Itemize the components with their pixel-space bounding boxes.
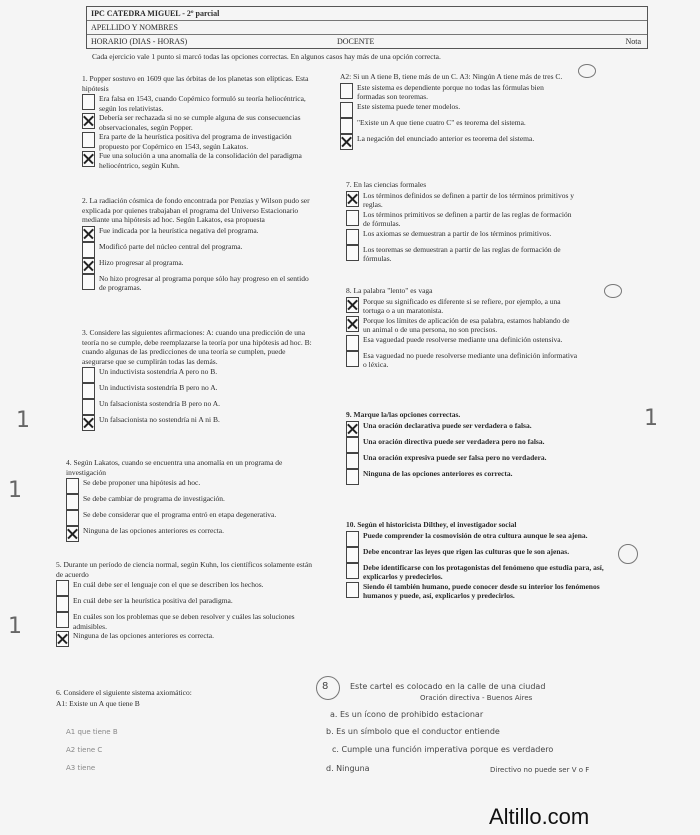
q2-option-2[interactable] <box>82 242 312 258</box>
answer-checkbox[interactable] <box>340 118 353 134</box>
q8-option-1[interactable] <box>346 297 578 316</box>
handwritten-line-4: b. Es un símbolo que el conductor entiende <box>326 727 500 736</box>
q3-option-1[interactable] <box>82 367 312 383</box>
margin-score-3: 1 <box>8 614 22 639</box>
option-text: Ninguna de las opciones anteriores es correcta. <box>83 526 224 535</box>
q1-option-3[interactable] <box>82 132 312 151</box>
question-10 <box>346 520 606 601</box>
answer-checkbox[interactable] <box>82 274 95 290</box>
question-6 <box>56 688 316 708</box>
header-teacher-label: DOCENTE <box>337 37 375 46</box>
q3-stem: 3. Considere las siguientes afirmaciones: A: cuando una predicción de una teoría no se cumple, debe reemplazarse la teoría por una hipótesis ad hoc. B: cuando algunas de las predicciones de una teoría se cumplen, puede asegurarse que se cumplirán todas las demás. <box>82 328 312 366</box>
header-schedule-label: HORARIO (DIAS - HORAS) <box>91 37 188 46</box>
header-row-title <box>87 7 647 21</box>
option-text: Fue una solución a una anomalía de la consolidación del paradigma heliocéntrico, según Kuhn. <box>99 151 302 170</box>
handwritten-line-6: d. Ninguna <box>326 764 370 773</box>
option-text: Hizo progresar al programa. <box>99 257 184 267</box>
answer-checkbox[interactable] <box>82 113 95 129</box>
answer-checkbox[interactable] <box>346 335 359 351</box>
watermark: Altillo.com <box>489 804 590 829</box>
option-text: Este sistema es dependiente porque no todas las fórmulas bien formadas son teoremas. <box>357 82 544 101</box>
option-text: Debe encontrar las leyes que rigen las culturas que le son ajenas. <box>363 546 570 556</box>
answer-checkbox[interactable] <box>82 226 95 242</box>
answer-checkbox[interactable] <box>56 612 69 628</box>
margin-score-1: 1 <box>16 408 30 433</box>
option-text: Se debe considerar que el programa entró en etapa degenerativa. <box>83 510 277 519</box>
header-row-schedule <box>87 35 647 48</box>
q7-option-2[interactable] <box>346 210 576 229</box>
margin-circle-3 <box>618 544 638 564</box>
option-text: No hizo progresar al programa porque sólo hay progreso en el sentido de programas. <box>99 273 309 292</box>
option-text: Se debe proponer una hipótesis ad hoc. <box>83 478 201 487</box>
option-text: Debe identificarse con los protagonistas del fenómeno que estudia para, así, explicarlos y predecirlos. <box>363 562 604 581</box>
option-text: Los términos primitivos se definen a partir de las reglas de formación de fórmulas. <box>363 209 572 228</box>
answer-checkbox[interactable] <box>346 297 359 313</box>
q10-stem: 10. Según el historicista Dilthey, el investigador social <box>346 520 517 529</box>
option-text: Porque los límites de aplicación de esa palabra, estamos hablando de un animal o de una persona, no son precisos. <box>363 315 570 334</box>
option-text: Un inductivista sostendría B pero no A. <box>99 383 218 392</box>
option-text: Puede comprender la cosmovisión de otra cultura aunque le sea ajena. <box>363 530 588 540</box>
answer-checkbox[interactable] <box>346 210 359 226</box>
option-text: Un inductivista sostendría A pero no B. <box>99 367 218 376</box>
q4-option-3[interactable] <box>66 510 306 526</box>
q5-option-2[interactable] <box>56 596 316 612</box>
q9-option-3[interactable] <box>346 453 578 469</box>
question-6-continued <box>340 72 570 150</box>
answer-checkbox[interactable] <box>340 83 353 99</box>
answer-checkbox[interactable] <box>82 367 95 383</box>
answer-checkbox[interactable] <box>66 526 79 542</box>
answer-checkbox[interactable] <box>346 191 359 207</box>
option-text: Una oración expresiva puede ser falsa pero no verdadera. <box>363 452 547 462</box>
question-6-stem: 6. Considere el siguiente sistema axiomático: <box>56 688 192 697</box>
q5-option-4[interactable] <box>56 631 316 647</box>
header-grade-label: Nota <box>625 37 641 46</box>
handwritten-number: 8 <box>322 681 329 692</box>
q7-stem: 7. En las ciencias formales <box>346 180 427 189</box>
q4-option-1[interactable] <box>66 478 306 494</box>
option-text: Siendo él también humano, puede conocer desde su interior los fenómenos humanos y puede, así, explicarlos y predecirlos. <box>363 581 600 600</box>
option-text: Se debe cambiar de programa de investigación. <box>83 494 225 503</box>
answer-checkbox[interactable] <box>346 316 359 332</box>
q6cont-option-3[interactable] <box>340 118 570 134</box>
answer-checkbox[interactable] <box>66 478 79 494</box>
handwritten-line-3: a. Es un ícono de prohibido estacionar <box>330 710 484 719</box>
q5-stem: 5. Durante un período de ciencia normal, según Kuhn, los científicos solamente están de acuerdo <box>56 560 312 579</box>
option-text: Un falsacionista sostendría B pero no A. <box>99 399 221 408</box>
header-row-name <box>87 21 647 35</box>
option-text: La negación del enunciado anterior es teorema del sistema. <box>357 133 535 143</box>
answer-checkbox[interactable] <box>340 102 353 118</box>
q4-option-4[interactable] <box>66 526 306 542</box>
answer-checkbox[interactable] <box>66 494 79 510</box>
option-text: En cuál debe ser la heurística positiva del paradigma. <box>73 596 233 605</box>
question-9 <box>346 410 578 485</box>
answer-checkbox[interactable] <box>56 596 69 612</box>
q10-option-1[interactable] <box>346 531 606 547</box>
answer-checkbox[interactable] <box>82 383 95 399</box>
q1-option-4[interactable] <box>82 151 312 170</box>
q5-option-3[interactable] <box>56 612 316 631</box>
handwritten-scribble-3: A3 tiene <box>66 764 96 772</box>
q8-option-2[interactable] <box>346 316 578 335</box>
option-text: Era parte de la heurística positiva del programa de investigación propuesto por Copérnico en 1543, según Lakatos. <box>99 132 292 151</box>
q3-option-3[interactable] <box>82 399 312 415</box>
option-text: Este sistema puede tener modelos. <box>357 101 461 111</box>
q8-option-3[interactable] <box>346 335 578 351</box>
q2-option-1[interactable] <box>82 226 312 242</box>
q9-stem: 9. Marque la/las opciones correctas. <box>346 410 461 419</box>
question-7 <box>346 180 576 264</box>
option-text: En cuál debe ser el lenguaje con el que se describen los hechos. <box>73 580 264 589</box>
q5-option-1[interactable] <box>56 580 316 596</box>
answer-checkbox[interactable] <box>82 151 95 167</box>
option-text: Ninguna de las opciones anteriores es correcta. <box>73 631 214 640</box>
handwritten-line-7: Directivo no puede ser V o F <box>490 766 590 774</box>
option-text: Porque su significado es diferente si se refiere, por ejemplo, a una tortuga o a un maratonista. <box>363 296 561 315</box>
handwritten-scribble-2: A2 tiene C <box>66 746 103 754</box>
option-text: Una oración directiva puede ser verdadera pero no falsa. <box>363 436 545 446</box>
option-text: Esa vaguedad no puede resolverse mediante una definición informativa o léxica. <box>363 350 578 369</box>
answer-checkbox[interactable] <box>66 510 79 526</box>
option-text: Los teoremas se demuestran a partir de las reglas de formación de fórmulas. <box>363 244 561 263</box>
q1-stem: 1. Popper sostuvo en 1609 que las órbitas de los planetas son elípticas. Esta hipótesis <box>82 74 309 93</box>
answer-checkbox[interactable] <box>346 437 359 453</box>
q7-option-4[interactable] <box>346 245 576 264</box>
question-8 <box>346 286 578 370</box>
question-2 <box>82 196 312 293</box>
answer-checkbox[interactable] <box>346 547 359 563</box>
margin-circle-1 <box>578 64 596 78</box>
header-name-label: APELLIDO Y NOMBRES <box>91 23 178 32</box>
answer-checkbox[interactable] <box>56 631 69 647</box>
margin-score-2: 1 <box>8 478 22 503</box>
exam-header <box>86 6 648 49</box>
handwritten-line-2: Oración directiva - Buenos Aires <box>420 694 533 702</box>
question-1 <box>82 74 312 170</box>
answer-checkbox[interactable] <box>346 421 359 437</box>
q8-stem: 8. La palabra "lento" es vaga <box>346 286 433 295</box>
margin-score-4: 1 <box>644 406 658 431</box>
q6cont-option-2[interactable] <box>340 102 570 118</box>
question-4 <box>66 458 306 542</box>
answer-checkbox[interactable] <box>346 245 359 261</box>
handwritten-line-5: c. Cumple una función imperativa porque es verdadero <box>332 745 554 754</box>
q3-option-4[interactable] <box>82 415 312 431</box>
q4-option-2[interactable] <box>66 494 306 510</box>
option-text: Debería ser rechazada si no se cumple alguna de sus consecuencias observacionales, según Popper. <box>99 113 301 132</box>
q9-option-1[interactable] <box>346 421 578 437</box>
option-text: En cuáles son los problemas que se deben resolver y cuáles las soluciones admisibles. <box>73 612 295 631</box>
answer-checkbox[interactable] <box>346 469 359 485</box>
q1-option-2[interactable] <box>82 113 312 132</box>
answer-checkbox[interactable] <box>82 258 95 274</box>
header-title: IPC CATEDRA MIGUEL - 2º parcial <box>91 9 220 18</box>
answer-checkbox[interactable] <box>82 415 95 431</box>
q2-option-4[interactable] <box>82 274 312 293</box>
option-text: Una oración declarativa puede ser verdadera o falsa. <box>363 420 532 430</box>
handwritten-scribble-1: A1 que tiene B <box>66 728 118 736</box>
q8-option-4[interactable] <box>346 351 578 370</box>
q9-option-4[interactable] <box>346 469 578 485</box>
answer-checkbox[interactable] <box>346 351 359 367</box>
answer-checkbox[interactable] <box>346 582 359 598</box>
answer-checkbox[interactable] <box>346 563 359 579</box>
answer-checkbox[interactable] <box>82 399 95 415</box>
margin-circle-2 <box>604 284 622 298</box>
q7-option-3[interactable] <box>346 229 576 245</box>
option-text: Modificó parte del núcleo central del programa. <box>99 241 243 251</box>
q2-stem: 2. La radiación cósmica de fondo encontrada por Penzias y Wilson pudo ser explicada por quienes trabajaban el programa del Universo Estacionario mediante una hipótesis ad hoc. Según Lakatos, esa propuesta <box>82 196 310 224</box>
answer-checkbox[interactable] <box>346 453 359 469</box>
option-text: "Existe un A que tiene cuatro C" es teorema del sistema. <box>357 117 526 127</box>
q2-option-3[interactable] <box>82 258 312 274</box>
answer-checkbox[interactable] <box>56 580 69 596</box>
q10-option-4[interactable] <box>346 582 606 601</box>
q6cont-option-4[interactable] <box>340 134 570 150</box>
q1-option-1[interactable] <box>82 94 312 113</box>
option-text: Fue indicada por la heurística negativa del programa. <box>99 225 259 235</box>
answer-checkbox[interactable] <box>340 134 353 150</box>
q6cont-option-1[interactable] <box>340 83 570 102</box>
q9-option-2[interactable] <box>346 437 578 453</box>
option-text: Ninguna de las opciones anteriores es correcta. <box>363 468 513 478</box>
option-text: Los términos definidos se definen a partir de los términos primitivos y reglas. <box>363 190 575 209</box>
answer-checkbox[interactable] <box>346 531 359 547</box>
question-6-axiom: A1: Existe un A que tiene B <box>56 698 140 708</box>
q10-option-3[interactable] <box>346 563 606 582</box>
q4-stem: 4. Según Lakatos, cuando se encuentra una anomalía en un programa de investigación <box>66 458 283 477</box>
question-3 <box>82 328 312 431</box>
answer-checkbox[interactable] <box>346 229 359 245</box>
q10-option-2[interactable] <box>346 547 606 563</box>
option-text: Era falsa en 1543, cuando Copérnico formuló su teoría heliocéntrica, según los relativistas. <box>99 94 306 113</box>
answer-checkbox[interactable] <box>82 242 95 258</box>
q6cont-stem: A2: Si un A tiene B, tiene más de un C. A3: Ningún A tiene más de tres C. <box>340 72 563 81</box>
option-text: Esa vaguedad puede resolverse mediante una definición ostensiva. <box>363 334 563 344</box>
option-text: Los axiomas se demuestran a partir de los términos primitivos. <box>363 228 552 238</box>
option-text: Un falsacionista no sostendría ni A ni B. <box>99 415 220 424</box>
answer-checkbox[interactable] <box>82 132 95 148</box>
q7-option-1[interactable] <box>346 191 576 210</box>
answer-checkbox[interactable] <box>82 94 95 110</box>
q3-option-2[interactable] <box>82 383 312 399</box>
handwritten-line-1: Este cartel es colocado en la calle de una ciudad <box>350 682 546 691</box>
question-5 <box>56 560 316 647</box>
instructions: Cada ejercicio vale 1 punto si marcó todas las opciones correctas. En algunos casos hay más de una opción correcta. <box>92 52 441 61</box>
